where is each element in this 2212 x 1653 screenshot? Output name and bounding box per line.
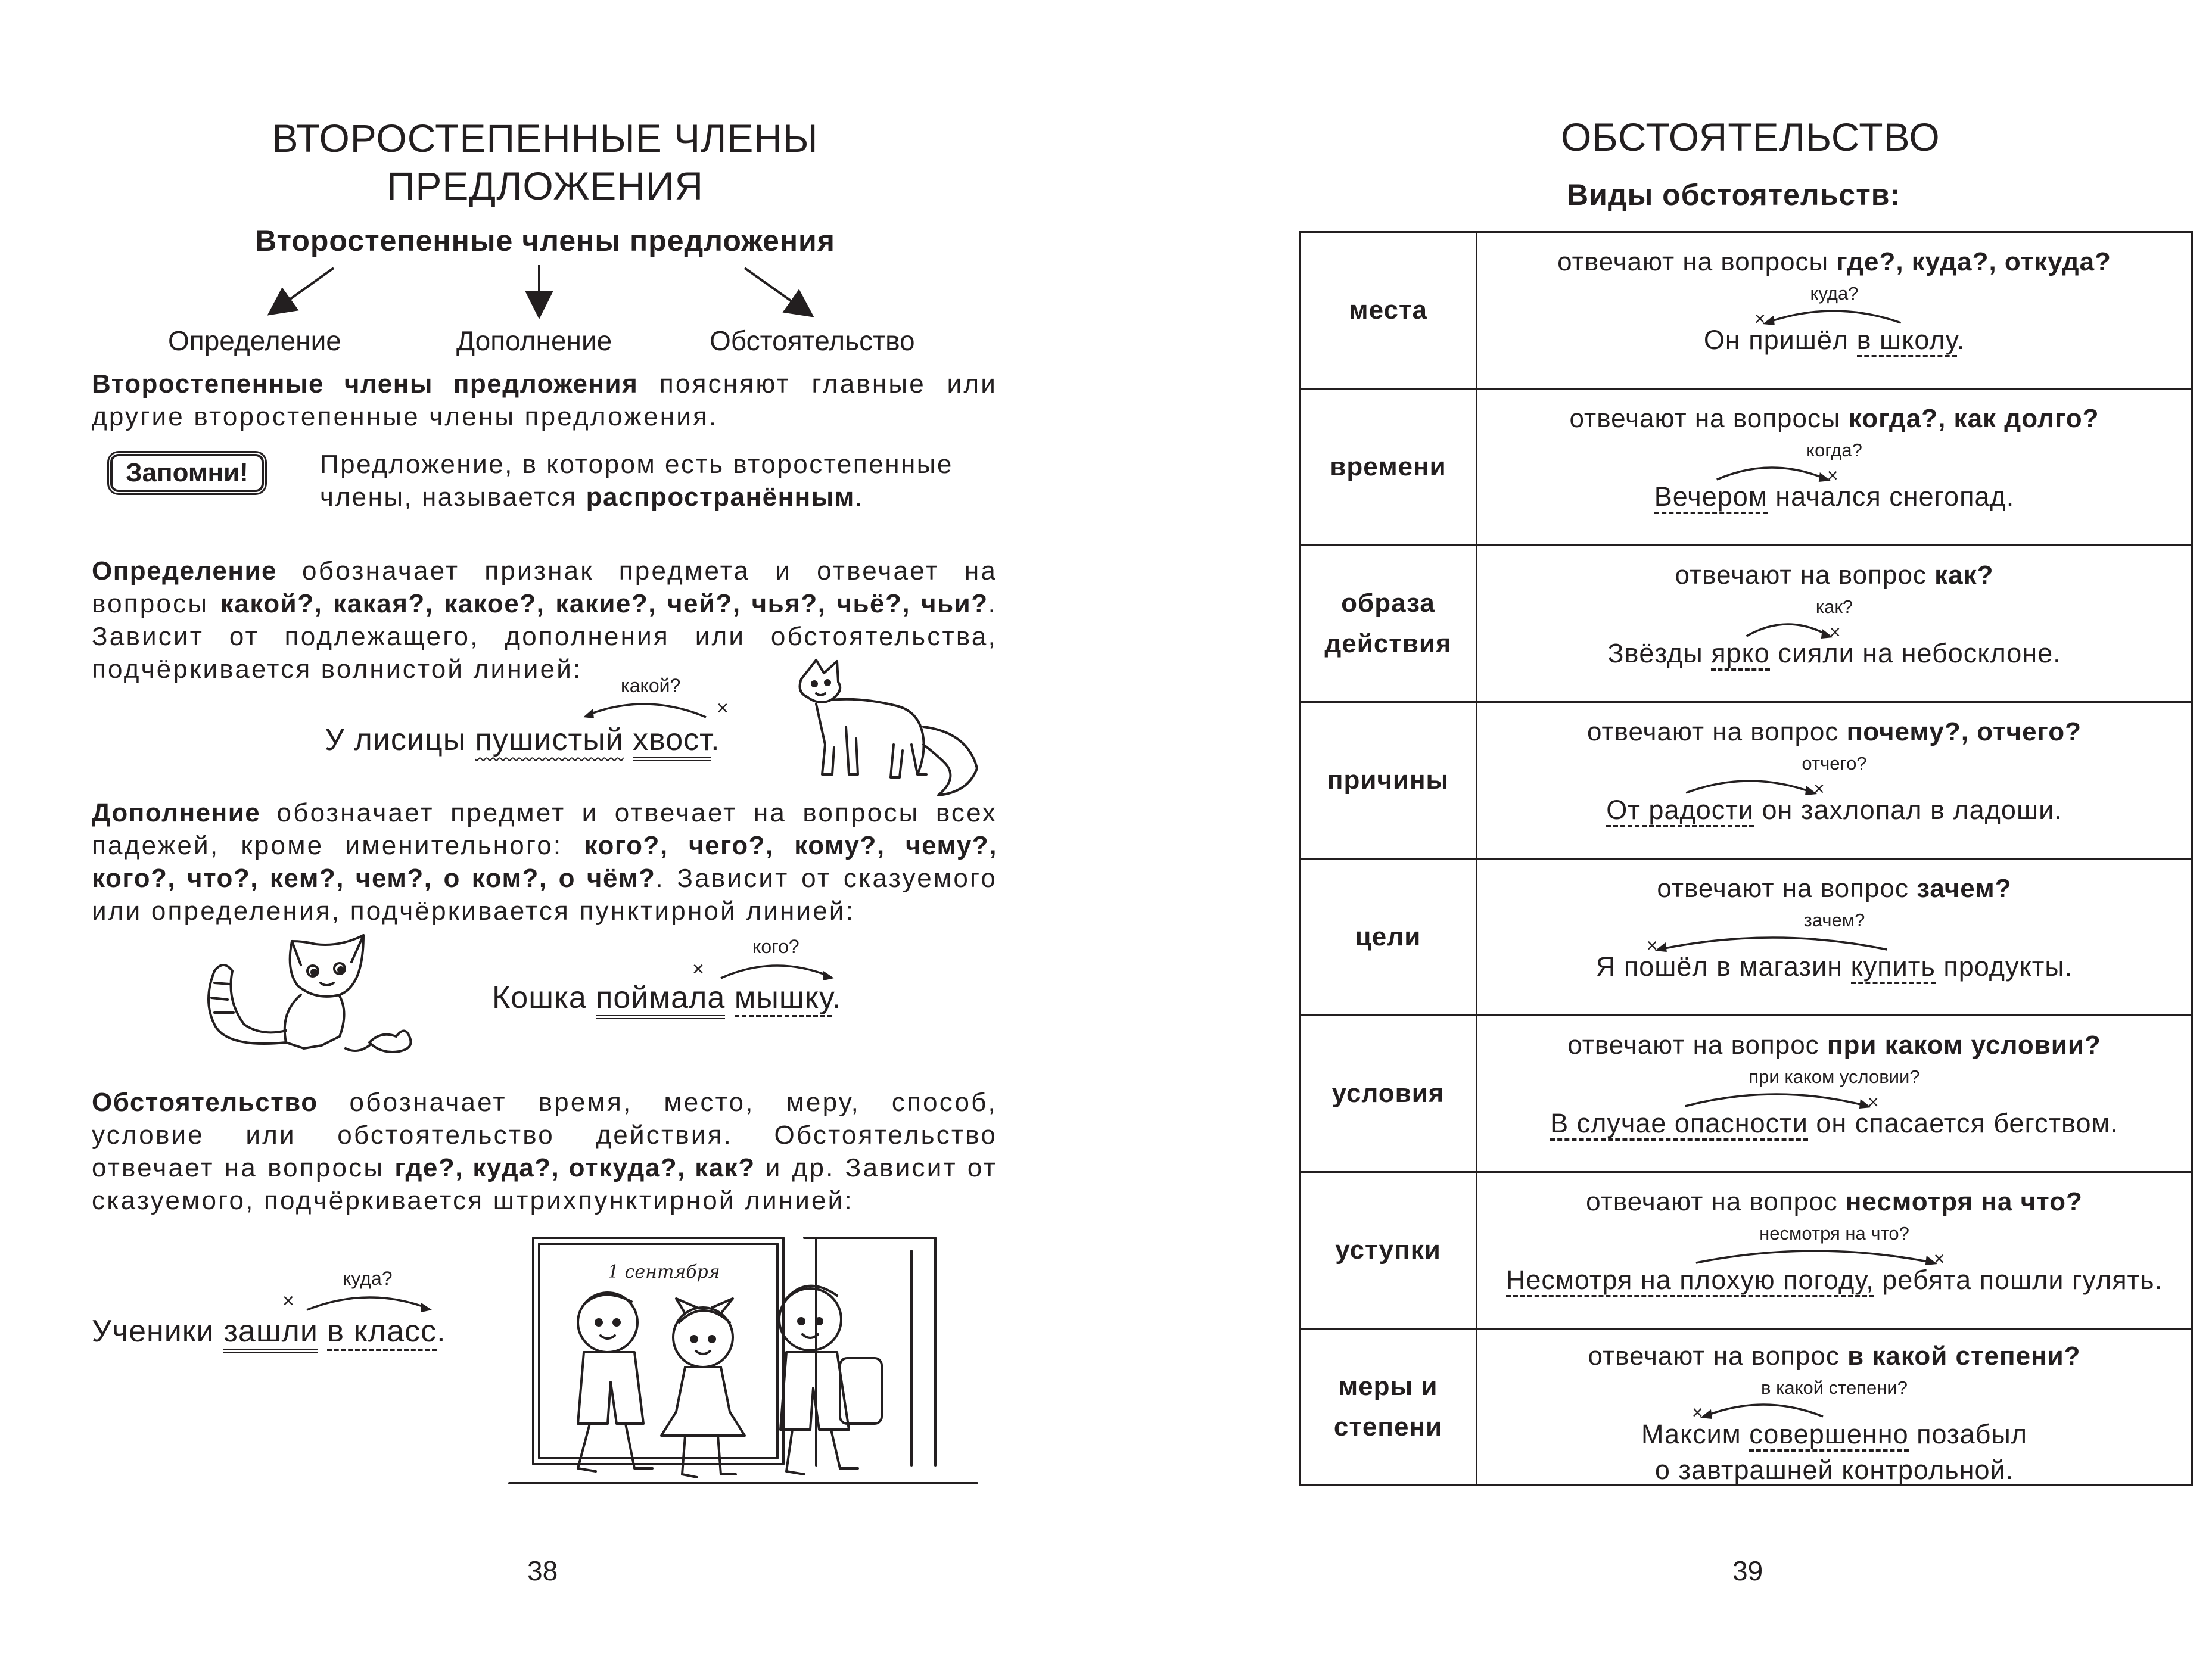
example-sentence: Вечером начался снегопад. <box>1478 481 2191 512</box>
example-question: в какой степени? <box>1761 1377 1908 1398</box>
arc-path <box>1717 468 1827 480</box>
rule-text: отвечают на вопрос почему?, отчего? <box>1586 717 2082 746</box>
cross-mark: × <box>1754 308 1766 326</box>
table-row <box>1300 1016 2192 1172</box>
remember-text: Предложение, в котором есть второстепенные члены, называется распространённым. <box>320 450 953 512</box>
cross-mark: × <box>1813 778 1825 796</box>
example-question: куда? <box>1810 283 1859 304</box>
rule-text: отвечают на вопрос при каком условии? <box>1567 1031 2101 1060</box>
rule-text: отвечают на вопрос в какой степени? <box>1588 1341 2081 1371</box>
adverbial-kind: образа действия <box>1300 546 1477 702</box>
right-page-number: 39 <box>1732 1555 1763 1586</box>
diagram-head: Второстепенные члены предложения <box>255 224 835 257</box>
adverbial-rule-cell <box>1477 546 2192 702</box>
right-page-title: ОБСТОЯТЕЛЬСТВО <box>1561 115 1940 159</box>
page-number: 38 <box>527 1555 558 1586</box>
rule-text: отвечают на вопросы когда?, как долго? <box>1569 404 2099 433</box>
board-text: 1 сентября <box>608 1262 720 1282</box>
example-sentence: В случае опасности он спасается бегством. <box>1478 1108 2191 1139</box>
example-question: отчего? <box>1802 753 1867 774</box>
page-title: ВТОРОСТЕПЕННЫЕ ЧЛЕНЫ ПРЕДЛОЖЕНИЯ <box>272 116 819 208</box>
example-question: при каком условии? <box>1749 1066 1920 1087</box>
table-row <box>1300 1329 2192 1486</box>
example-sentence: Я пошёл в магазин купить продукты. <box>1478 951 2191 982</box>
example-question: когда? <box>1806 440 1862 460</box>
adverbial-cross: × <box>282 1290 294 1312</box>
schoolchildren-illustration <box>506 1233 983 1495</box>
diagram-arrows <box>0 262 1090 328</box>
adverbial-kind: времени <box>1300 389 1477 546</box>
object-cross: × <box>692 958 704 980</box>
adverbial-kind: условия <box>1300 1016 1477 1172</box>
adverbial-kind: цели <box>1300 859 1477 1016</box>
cross-mark: × <box>1691 1402 1703 1420</box>
attribute-cross: × <box>717 697 729 720</box>
adverbial-kind: меры и степени <box>1300 1329 1477 1486</box>
arc-path <box>1659 938 1887 950</box>
remember-badge: Запомни! <box>110 454 264 492</box>
intro-paragraph: Второстепенные члены предложения поясняют главные или другие второстепенные члены предложения. <box>92 369 997 431</box>
attribute-arc <box>581 697 718 721</box>
example-arc <box>1478 1086 2191 1110</box>
table-row <box>1300 546 2192 702</box>
example-sentence: Он пришёл в школу. <box>1478 325 2191 356</box>
rule-text: отвечают на вопросы где?, куда?, откуда? <box>1557 247 2111 276</box>
example-arc <box>1478 1396 2191 1420</box>
example-question: несмотря на что? <box>1759 1223 1909 1244</box>
table-row <box>1300 232 2192 389</box>
diagram-branch-object: Дополнение <box>456 325 612 356</box>
attribute-paragraph: Определение обозначает признак предмета и отвечает на вопросы какой?, какая?, какое?, какие?, чей?, чья?, чьё?, чьи?. Зависит от подлежащего, дополнения или обстоятельства, подчёркивается волнистой линией: <box>92 556 998 684</box>
adverbial-question: куда? <box>343 1268 393 1289</box>
example-sentence: От радости он захлопал в ладоши. <box>1478 795 2191 826</box>
adverbial-types-table <box>1299 231 2193 1486</box>
attribute-example: У лисицы пушистый хвост. <box>325 722 720 758</box>
example-question: как? <box>1815 596 1853 617</box>
adverbial-rule-cell <box>1477 1172 2192 1329</box>
adverbial-rule-cell <box>1477 702 2192 859</box>
adverbial-rule-cell <box>1477 1329 2192 1486</box>
fox-illustration <box>789 655 980 804</box>
right-page-subtitle: Виды обстоятельств: <box>1567 178 1901 211</box>
adverbial-rule-cell <box>1477 859 2192 1016</box>
cross-mark: × <box>1646 935 1658 953</box>
table-row <box>1300 389 2192 546</box>
object-paragraph: Дополнение обозначает предмет и отвечает на вопросы всех падежей, кроме именительного: кого?, чего?, кому?, чему?, кого?, что?, кем?, чем?, о ком?, о чём?. Зависит от сказуемого или определения, подчёркивается пунктирной линией: <box>92 798 998 926</box>
table-row <box>1300 702 2192 859</box>
cross-mark: × <box>1867 1091 1879 1110</box>
arc-path <box>1704 1405 1823 1417</box>
arc-path <box>1686 781 1813 793</box>
example-arc <box>1478 1243 2191 1266</box>
arc-path <box>1696 1251 1934 1263</box>
object-question: кого? <box>752 936 799 957</box>
example-arc <box>1478 303 2191 326</box>
arc-path <box>1747 624 1830 636</box>
diagram-branch-attribute: Определение <box>168 325 341 356</box>
example-sentence: Несмотря на плохую погоду, ребята пошли гулять. <box>1478 1265 2191 1296</box>
cross-mark: × <box>1829 621 1841 640</box>
adverbial-arc <box>301 1290 438 1313</box>
rule-text: отвечают на вопрос несмотря на что? <box>1586 1187 2083 1216</box>
cross-mark: × <box>1827 465 1838 483</box>
adverbial-kind: причины <box>1300 702 1477 859</box>
example-arc <box>1478 929 2191 953</box>
adverbial-example: Ученики зашли в класс. <box>92 1313 446 1349</box>
example-sentence: Звёзды ярко сияли на небосклоне. <box>1478 638 2191 669</box>
object-arc <box>715 958 840 982</box>
adverbial-rule-cell <box>1477 389 2192 546</box>
example-arc <box>1478 616 2191 640</box>
rule-text: отвечают на вопрос зачем? <box>1657 874 2012 903</box>
example-sentence: Максим совершенно позабыл <box>1478 1419 2191 1450</box>
example-sentence-line2: о завтрашней контрольной. <box>1654 1455 2014 1485</box>
arc-path <box>1766 311 1901 323</box>
diagram-branch-adverbial: Обстоятельство <box>710 325 915 356</box>
adverbial-kind: места <box>1300 232 1477 389</box>
cat-illustration <box>191 929 441 1078</box>
example-arc <box>1478 773 2191 796</box>
rule-text: отвечают на вопрос как? <box>1675 561 1994 590</box>
adverbial-kind: уступки <box>1300 1172 1477 1329</box>
table-row <box>1300 1172 2192 1329</box>
adverbial-rule-cell <box>1477 232 2192 389</box>
adverbial-paragraph: Обстоятельство обозначает время, место, меру, способ, условие или обстоятельство действия. Обстоятельство отвечает на вопросы где?, куда?, откуда?, как? и др. Зависит от сказуемого, подчёркивается штрихпунктирной линией: <box>92 1088 997 1215</box>
object-example: Кошка поймала мышку. <box>492 980 841 1016</box>
cross-mark: × <box>1933 1248 1945 1266</box>
example-question: зачем? <box>1803 910 1865 930</box>
arc-path <box>1685 1094 1867 1106</box>
attribute-question: какой? <box>621 675 681 696</box>
example-arc <box>1478 459 2191 483</box>
table-row <box>1300 859 2192 1016</box>
adverbial-rule-cell <box>1477 1016 2192 1172</box>
